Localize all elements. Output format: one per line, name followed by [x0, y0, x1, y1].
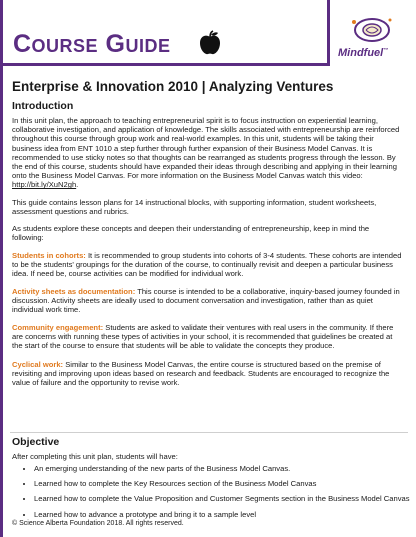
objective-intro: After completing this unit plan, students will have:	[12, 452, 178, 461]
header	[0, 0, 416, 74]
intro-paragraph-1: In this unit plan, the approach to teaching entrepreneurial spirit is to focus instruction on experiential learning, collaborative investigation, and application of knowledge. The skills associated with entrepreneurship are reinforced throughout this course through group work and real-world examples. In this unit, students will be taking their business idea from ENT 1010 a step further through further expansion of their Business Model Canvas. It is recommended to use sticky notes so that thoughts can be rearranged as students progress through the lesson. By the end of this course, students should have expanded their ideas through describing and applying in their learning onto the Business Model Canvas. For more information on the Business Model Canvas watch this video: http://bit.ly/XuN2gh.	[12, 116, 400, 190]
course-guide-title: Course Guide	[13, 30, 171, 58]
list-item: • Learned how to complete the Key Resources section of the Business Model Canvas	[34, 479, 414, 488]
item-activity-sheets: Activity sheets as documentation: This course is intended to be a collaborative, inquiry-based journey founded in discussion. Activity sheets are ideally used to document conversation and investigation, rather than as quiet individual work time.	[12, 287, 400, 315]
page-title: Enterprise & Innovation 2010 | Analyzing Ventures	[12, 79, 334, 94]
mindfuel-wordmark: Mindfuel™	[338, 47, 389, 59]
objective-list	[12, 464, 414, 525]
item-students-in-cohorts: Students in cohorts: It is recommended to group students into cohorts of 3-4 students. These cohorts are intended to be the students' groupings for the duration of the course, to continually revisit and deepen a particular business idea. If need be, course activities can be modified for individual work.	[12, 251, 402, 279]
objective-heading: Objective	[12, 436, 60, 448]
section-divider	[10, 432, 408, 433]
copyright-footer: © Science Alberta Foundation 2018. All rights reserved.	[12, 520, 184, 527]
apple-icon	[197, 30, 223, 56]
item-cyclical-work: Cyclical work: Similar to the Business Model Canvas, the entire course is structured based on the premise of revisiting and improving upon ideas based on research and feedback. Students are encouraged to recognize the value of failure and the opportunity to revise work.	[12, 360, 390, 388]
introduction-heading: Introduction	[12, 100, 74, 112]
list-item: • Learned how to advance a prototype and bring it to a sample level	[34, 510, 414, 519]
video-link[interactable]: http://bit.ly/XuN2gh	[12, 180, 77, 190]
list-item: • Learned how to complete the Value Proposition and Customer Segments section in the Business Model Canvas	[34, 494, 414, 503]
item-community-engagement: Community engagement: Students are asked to validate their ventures with real users in the community. If there are concerns with running these types of activities in your school, it is recommended that guidelines be created at the start of the course to ensure that students will be able to validate the concepts they produce.	[12, 323, 394, 351]
intro-paragraph-2: This guide contains lesson plans for 14 instructional blocks, with supporting information, student worksheets, assessment questions and rubrics.	[12, 198, 377, 217]
intro-paragraph-3: As students explore these concepts and deepen their understanding of entrepreneurship, keep in mind the following:	[12, 224, 370, 243]
list-item: • An emerging understanding of the new parts of the Business Model Canvas.	[34, 464, 414, 473]
